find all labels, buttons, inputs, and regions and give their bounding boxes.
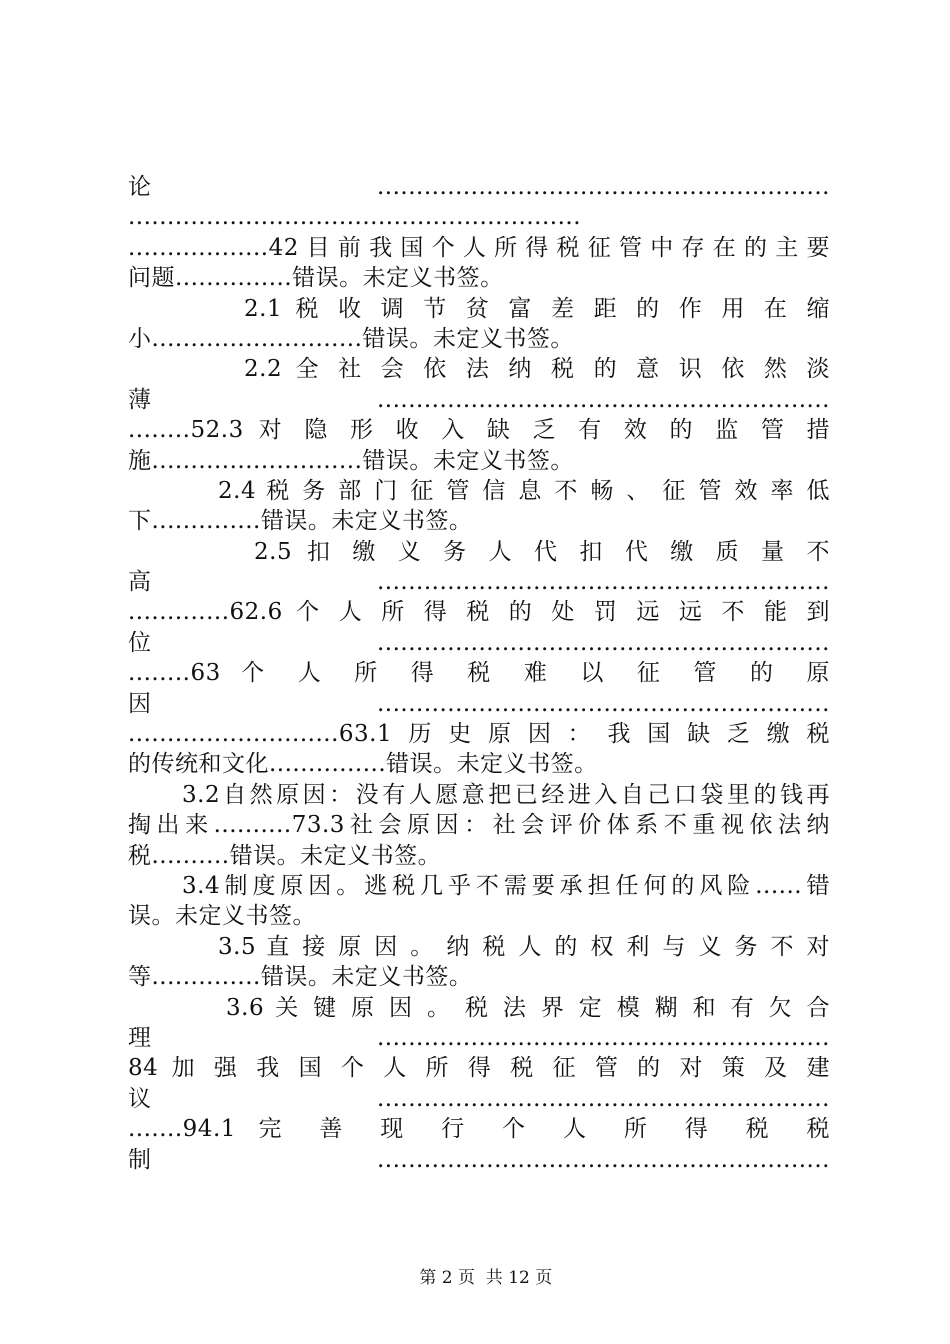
toc-line: 制..........................................................	[128, 1146, 830, 1173]
toc-line: 2.2 全 社 会 依 法 纳 税 的 意 识 依 然 淡	[244, 356, 830, 383]
toc-line: 薄..........................................................	[128, 386, 830, 413]
table-of-contents	[128, 172, 830, 1175]
toc-line: 议..........................................................	[128, 1085, 830, 1112]
toc-line: 高..........................................................	[128, 569, 830, 596]
toc-line: 3.5 直 接 原 因 。 纳 税 人 的 权 利 与 义 务 不 对	[218, 933, 830, 960]
toc-line: ........52.3 对 隐 形 收 入 缺 乏 有 效 的 监 管 措	[128, 417, 830, 444]
toc-line: ..........................................................	[128, 204, 582, 231]
toc-line: 误。未定义书签。	[128, 903, 316, 930]
toc-line: 施...........................错误。未定义书签。	[128, 447, 574, 474]
toc-line: 下..............错误。未定义书签。	[128, 508, 473, 535]
toc-line: 等..............错误。未定义书签。	[128, 964, 473, 991]
toc-line: .............62.6 个 人 所 得 税 的 处 罚 远 远 不 能 到	[128, 599, 830, 626]
toc-line: 2.1 税 收 调 节 贫 富 差 距 的 作 用 在 缩	[244, 295, 830, 322]
toc-line: 掏出来..........73.3社会原因：社会评价体系不重视依法纳	[128, 812, 830, 839]
toc-line: ..................42目前我国个人所得税征管中存在的主要	[128, 234, 830, 261]
toc-line: ...........................63.1历史原因：我国缺乏缴税	[128, 721, 830, 748]
toc-line: .......94.1 完 善 现 行 个 人 所 得 税 税	[128, 1116, 830, 1143]
toc-line: 因..........................................................	[128, 690, 830, 717]
toc-line: 3.2自然原因：没有人愿意把已经进入自己口袋里的钱再	[182, 781, 830, 808]
page-number-label: 第 2 页 共 12 页	[419, 1268, 553, 1288]
toc-line: 84 加 强 我 国 个 人 所 得 税 征 管 的 对 策 及 建	[128, 1055, 830, 1082]
toc-line: 小...........................错误。未定义书签。	[128, 325, 574, 352]
toc-line: 的传统和文化...............错误。未定义书签。	[128, 751, 598, 778]
toc-line: 问题...............错误。未定义书签。	[128, 265, 504, 292]
toc-line: 2.4 税 务 部 门 征 管 信 息 不 畅 、 征 管 效 率 低	[218, 477, 830, 504]
toc-line: 税..........错误。未定义书签。	[128, 842, 442, 869]
toc-line: 2.5 扣 缴 义 务 人 代 扣 代 缴 质 量 不	[254, 538, 830, 565]
toc-line: 位..........................................................	[128, 629, 830, 656]
toc-line: 理..........................................................	[128, 1024, 830, 1051]
toc-line: ........63 个 人 所 得 税 难 以 征 管 的 原	[128, 660, 830, 687]
toc-line: 3.4制度原因。逃税几乎不需要承担任何的风险......错	[182, 872, 830, 899]
toc-line: 论..........................................................	[128, 174, 830, 200]
toc-line: 3.6 关 键 原 因 。 税 法 界 定 模 糊 和 有 欠 合	[226, 994, 830, 1021]
page-footer	[0, 1242, 950, 1314]
